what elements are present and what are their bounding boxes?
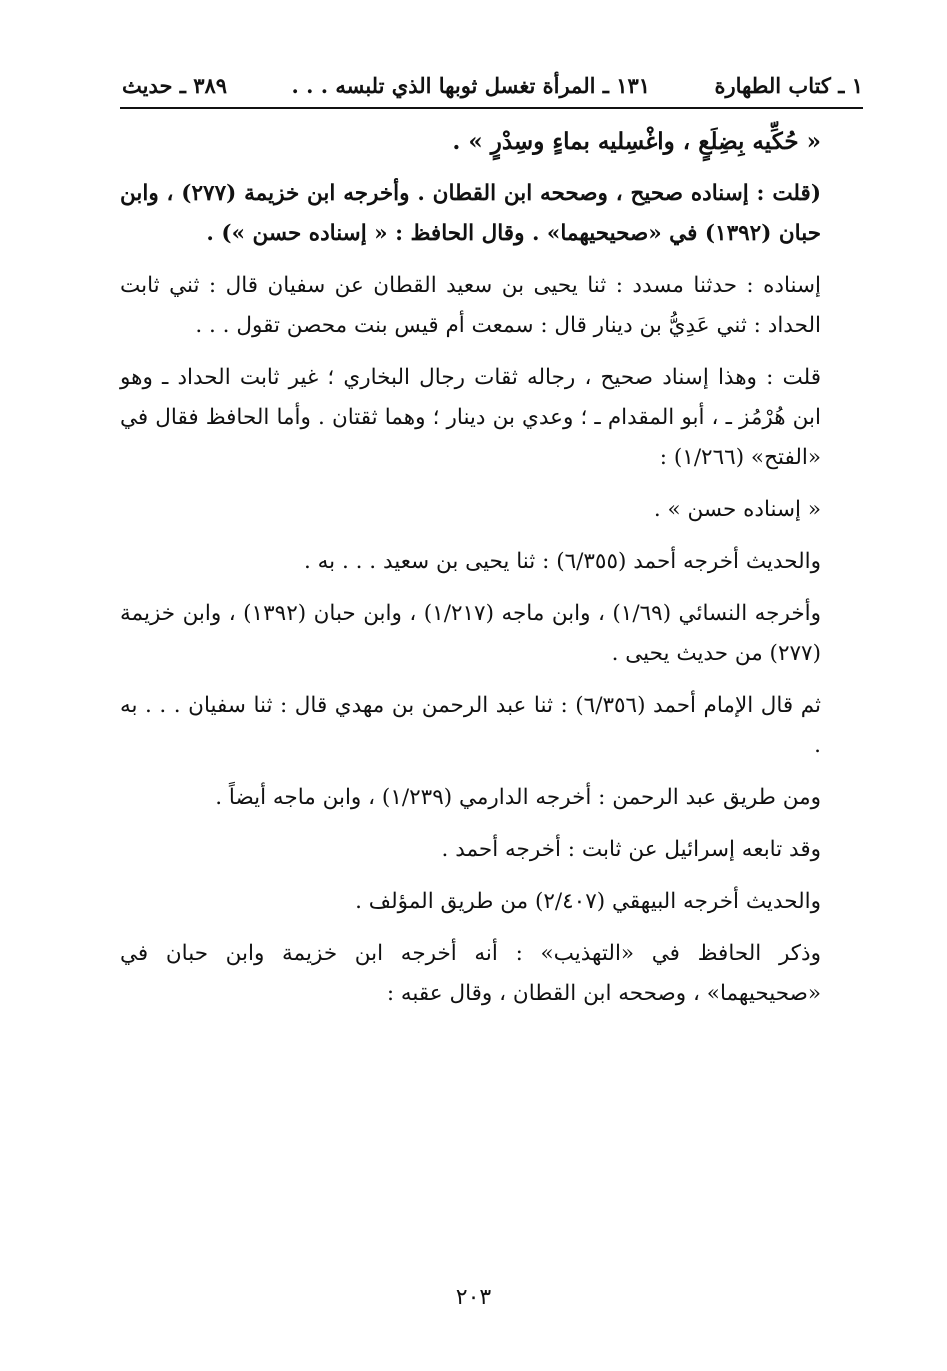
takhrij-paragraph: ومن طريق عبد الرحمن : أخرجه الدارمي (١/٢٣٩) ، وابن ماجه أيضاً . [215, 785, 821, 810]
page-body [120, 122, 863, 1014]
takhrij-paragraph: وذكر الحافظ في «التهذيب» : أنه أخرجه ابن خزيمة وابن حبان في «صحيحيهما» ، وصححه ابن القطان ، وقال عقبه : [120, 941, 821, 1006]
grading-note: (قلت : إسناده صحيح ، وصححه ابن القطان . وأخرجه ابن خزيمة (٢٧٧) ، وابن حبان (١٣٩٢) في «صحيحيهما» . وقال الحافظ : « إسناده حسن ») . [120, 181, 821, 246]
header-chapter: ١ ـ كتاب الطهارة [714, 72, 863, 98]
hadith-text: « حُكِّيه بِضِلَعٍ ، واغْسِليه بماءٍ وسِدْرٍ » . [452, 128, 821, 155]
page-number: ٢٠٣ [455, 1285, 492, 1310]
header-hadith-number: ٣٨٩ ـ حديث [122, 72, 228, 98]
takhrij-paragraph: والحديث أخرجه البيهقي (٢/٤٠٧) من طريق المؤلف . [355, 889, 821, 914]
takhrij-paragraph: ثم قال الإمام أحمد (٦/٣٥٦) : ثنا عبد الرحمن بن مهدي قال : ثنا سفيان . . . به . [120, 693, 822, 758]
header-rule [120, 107, 863, 109]
running-header [122, 68, 863, 102]
quote-paragraph: « إسناده حسن » . [653, 497, 821, 522]
commentary-paragraph: قلت : وهذا إسناد صحيح ، رجاله ثقات رجال البخاري ؛ غير ثابت الحداد ـ وهو ابن هُرْمُز ـ ، أبو المقدام ـ ؛ وعدي بن دينار ؛ وهما ثقتان . وأما الحافظ فقال في «الفتح» (١/٢٦٦) : [120, 365, 821, 470]
isnad-paragraph: إسناده : حدثنا مسدد : ثنا يحيى بن سعيد القطان عن سفيان قال : ثني ثابت الحداد : ثني عَدِيُّ بن دينار قال : سمعت أم قيس بنت محصن تقول . . . [120, 273, 821, 338]
header-section: ١٣١ ـ المرأة تغسل ثوبها الذي تلبسه . . . [291, 72, 651, 98]
takhrij-paragraph: وأخرجه النسائي (١/٦٩) ، وابن ماجه (١/٢١٧) ، وابن حبان (١٣٩٢) ، وابن خزيمة (٢٧٧) من حديث يحيى . [120, 601, 821, 666]
takhrij-paragraph: وقد تابعه إسرائيل عن ثابت : أخرجه أحمد . [441, 837, 821, 862]
takhrij-paragraph: والحديث أخرجه أحمد (٦/٣٥٥) : ثنا يحيى بن سعيد . . . به . [303, 549, 821, 574]
